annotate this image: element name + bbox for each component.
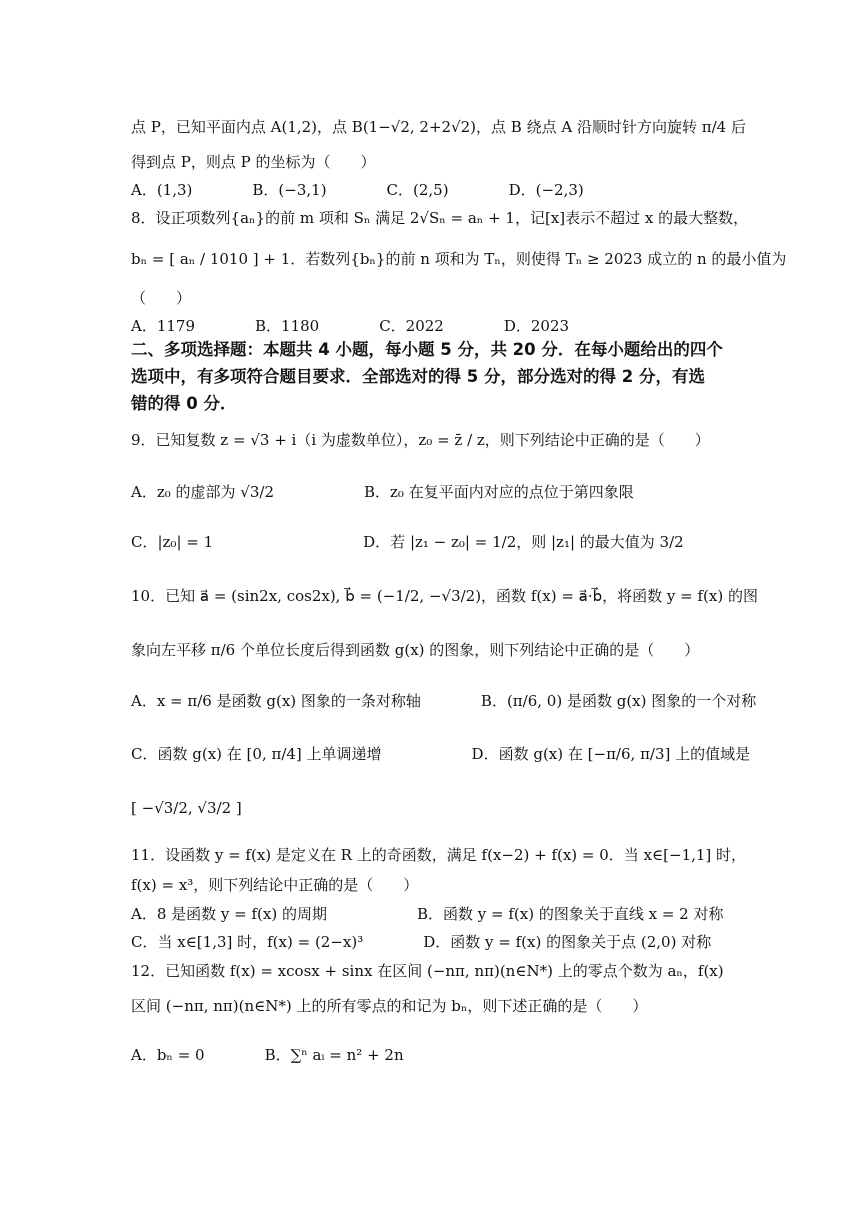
q7-options: A．(1,3) B．(−3,1) C．(2,5) D．(−2,3) [131, 181, 584, 199]
q7-stem-line2: 得到点 P，则点 P 的坐标为（ ） [131, 153, 376, 171]
q10-option-d-continued: [ −√3/2, √3/2 ] [131, 799, 242, 817]
q8-stem-line1: 8．设正项数列{aₙ}的前 m 项和 Sₙ 满足 2√Sₙ = aₙ + 1，记[x]表示不超过 x 的最大整数， [131, 209, 749, 227]
section2-heading-line3: 错的得 0 分． [131, 394, 237, 413]
q10-stem-line1: 10．已知 a⃗ = (sin2x, cos2x), b⃗ = (−1/2, −√3/2)，函数 f(x) = a⃗·b⃗，将函数 y = f(x) 的图 [131, 587, 758, 605]
q12-stem-line1: 12．已知函数 f(x) = xcosx + sinx 在区间 (−nπ, nπ)(n∈N*) 上的零点个数为 aₙ，f(x) [131, 962, 724, 980]
section2-heading-line2: 选项中，有多项符合题目要求．全部选对的得 5 分，部分选对的得 2 分，有选 [131, 367, 705, 386]
q8-stem-line2: bₙ = [ aₙ / 1010 ] + 1．若数列{bₙ}的前 n 项和为 Tₙ，则使得 Tₙ ≥ 2023 成立的 n 的最小值为 [131, 250, 787, 268]
q12-stem-line2: 区间 (−nπ, nπ)(n∈N*) 上的所有零点的和记为 bₙ，则下述正确的是（ ） [131, 997, 648, 1015]
q10-stem-line2: 象向左平移 π/6 个单位长度后得到函数 g(x) 的图象，则下列结论中正确的是（ ） [131, 641, 700, 659]
q11-stem-line2: f(x) = x³，则下列结论中正确的是（ ） [131, 876, 419, 894]
q11-options-ab: A．8 是函数 y = f(x) 的周期 B．函数 y = f(x) 的图象关于直线 x = 2 对称 [131, 905, 724, 923]
q7-stem-line1: 点 P，已知平面内点 A(1,2)，点 B(1−√2, 2+2√2)，点 B 绕点 A 沿顺时针方向旋转 π/4 后 [131, 118, 746, 136]
q11-stem-line1: 11．设函数 y = f(x) 是定义在 R 上的奇函数，满足 f(x−2) + f(x) = 0．当 x∈[−1,1] 时， [131, 846, 747, 864]
q9-options-ab: A．z₀ 的虚部为 √3/2 B．z₀ 在复平面内对应的点位于第四象限 [131, 483, 634, 501]
section2-heading-line1: 二、多项选择题：本题共 4 小题，每小题 5 分，共 20 分．在每小题给出的四个 [131, 340, 723, 359]
q9-options-cd: C．|z₀| = 1 D．若 |z₁ − z₀| = 1/2，则 |z₁| 的最大值为 3/2 [131, 533, 684, 551]
q12-options-ab: A．bₙ = 0 B．∑ⁿ aᵢ = n² + 2n [131, 1046, 404, 1064]
q9-stem: 9．已知复数 z = √3 + i（i 为虚数单位），z₀ = z̄ / z，则下列结论中正确的是（ ） [131, 431, 710, 449]
q10-options-ab: A．x = π/6 是函数 g(x) 图象的一条对称轴 B．(π/6, 0) 是函数 g(x) 图象的一个对称 [131, 692, 757, 710]
q11-options-cd: C．当 x∈[1,3] 时，f(x) = (2−x)³ D．函数 y = f(x) 的图象关于点 (2,0) 对称 [131, 933, 712, 951]
q8-options: A．1179 B．1180 C．2022 D．2023 [131, 317, 570, 335]
q8-answer-bracket: （ ） [131, 289, 192, 307]
q10-options-cd: C．函数 g(x) 在 [0, π/4] 上单调递增 D．函数 g(x) 在 [−π/6, π/3] 上的值域是 [131, 745, 751, 763]
